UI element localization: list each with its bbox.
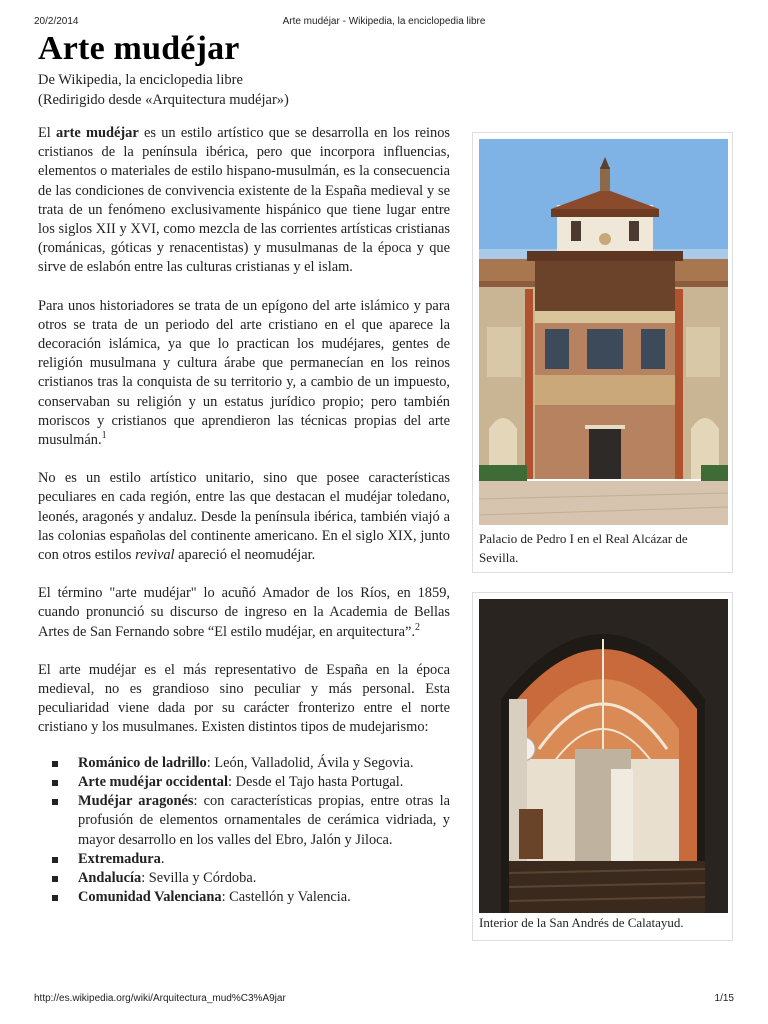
list-term: Románico de ladrillo xyxy=(78,754,207,771)
list-item xyxy=(78,792,450,850)
list-item xyxy=(78,850,450,869)
figure-caption: Interior de la San Andrés de Calatayud. xyxy=(479,915,684,930)
print-date: 20/2/2014 xyxy=(34,16,79,27)
list-desc: : Castellón y Valencia. xyxy=(221,889,351,906)
list-term: Extremadura xyxy=(78,850,161,867)
article-body xyxy=(38,124,450,907)
list-desc: : Desde el Tajo hasta Portugal. xyxy=(228,773,404,790)
p3-tail: apareció el neomudéjar. xyxy=(174,547,316,564)
list-desc: : con características propias, entre otras la profusión de elementos ornamentales de cerámica vidriada, y mayor desarrollo en los valles del Ebro, Jalón y Jiloca. xyxy=(78,793,450,848)
san-andres-image[interactable] xyxy=(479,599,728,913)
list-term: Arte mudéjar occidental xyxy=(78,773,228,790)
figure-caption: Palacio de Pedro I en el Real Alcázar de Sevilla. xyxy=(479,531,688,565)
print-title: Arte mudéjar - Wikipedia, la enciclopedia libre xyxy=(282,16,486,27)
p3-emphasis: revival xyxy=(135,547,175,564)
list-desc: : León, Valladolid, Ávila y Segovia. xyxy=(206,754,414,771)
paragraph-5: El arte mudéjar es el más representativo de España en la época medieval, no es grandioso sino peculiar y más personal. Esta peculiaridad viene dada por su carácter fronterizo entre el norte cristiano y los musulmanes. Existen distintos tipos de mudejarismo: xyxy=(38,661,450,736)
list-term: Andalucía xyxy=(78,869,142,886)
page-title: Arte mudéjar xyxy=(38,30,240,67)
list-desc: . xyxy=(160,850,165,867)
p4-body: El término "arte mudéjar" lo acuñó Amador de los Ríos, en 1859, cuando pronunció su discurso de ingreso en la Academia de Bellas Artes de San Fernando sobre “El estilo mudéjar, en arquitectura”. xyxy=(38,585,450,640)
p1-lead: El xyxy=(38,125,57,141)
list-item xyxy=(78,888,450,907)
list-item xyxy=(78,869,450,888)
paragraph-4 xyxy=(38,584,450,642)
p1-body: es un estilo artístico que se desarrolla en los reinos cristianos de la península ibérica, pero que incorpora influencias, elementos o materiales de estilo hispano-musulmán, es la consecuencia de las condiciones de convivencia existente de la España medieval y se trata de un fenómeno exclusivamente hispánico que tiene lugar entre los siglos XII y XVI, como mezcla de las corrientes artísticas cristianas (románicas, góticas y renacentistas) y musulmanas de la época y que sirve de eslabón entre las culturas cristianas y el islam. xyxy=(38,125,450,276)
list-item xyxy=(78,754,450,773)
redirect-note xyxy=(38,92,289,109)
paragraph-2 xyxy=(38,297,450,451)
reference-link-2[interactable]: 2 xyxy=(415,621,421,633)
list-term: Mudéjar aragonés xyxy=(78,793,194,810)
p2-body: Para unos historiadores se trata de un epígono del arte islámico y para otros se trata de un periodo del arte cristiano en el que aparece la decoración islámica, ya que lo practican los mudéjares, gentes de religión musulmana y cultura árabe que permanecían en los reinos cristianos tras la conquista de su territorio y, a cambio de un impuesto, conservaban su religión y un estatus jurídico propio; pero también moriscos y cristianos que aprendieron las técnicas propias del arte musulmán. xyxy=(38,297,450,449)
list-term: Comunidad Valenciana xyxy=(78,889,222,906)
list-item xyxy=(78,773,450,792)
reference-link-1[interactable]: 1 xyxy=(101,430,107,442)
p3-body: No es un estilo artístico unitario, sino que posee características peculiares en cada región, entre las que destacan el mudéjar toledano, leonés, aragonés y andaluz. Desde la península ibérica, también viajó a las colonias españolas del continente americano. En el siglo XIX, junto con otros estilos xyxy=(38,470,450,564)
figure-san-andres xyxy=(472,592,733,941)
p1-term: arte mudéjar xyxy=(56,125,139,141)
page-number: 1/15 xyxy=(714,993,734,1004)
paragraph-3 xyxy=(38,469,450,565)
site-subtitle: De Wikipedia, la enciclopedia libre xyxy=(38,72,243,88)
figure-palacio xyxy=(472,132,733,573)
palacio-image[interactable] xyxy=(479,139,728,525)
mudejarismo-list xyxy=(38,754,450,908)
print-url: http://es.wikipedia.org/wiki/Arquitectura_mud%C3%A9jar xyxy=(34,993,286,1004)
redirect-link[interactable]: (Redirigido desde «Arquitectura mudéjar») xyxy=(38,92,289,108)
paragraph-1 xyxy=(38,124,450,278)
list-desc: : Sevilla y Córdoba. xyxy=(141,869,257,886)
